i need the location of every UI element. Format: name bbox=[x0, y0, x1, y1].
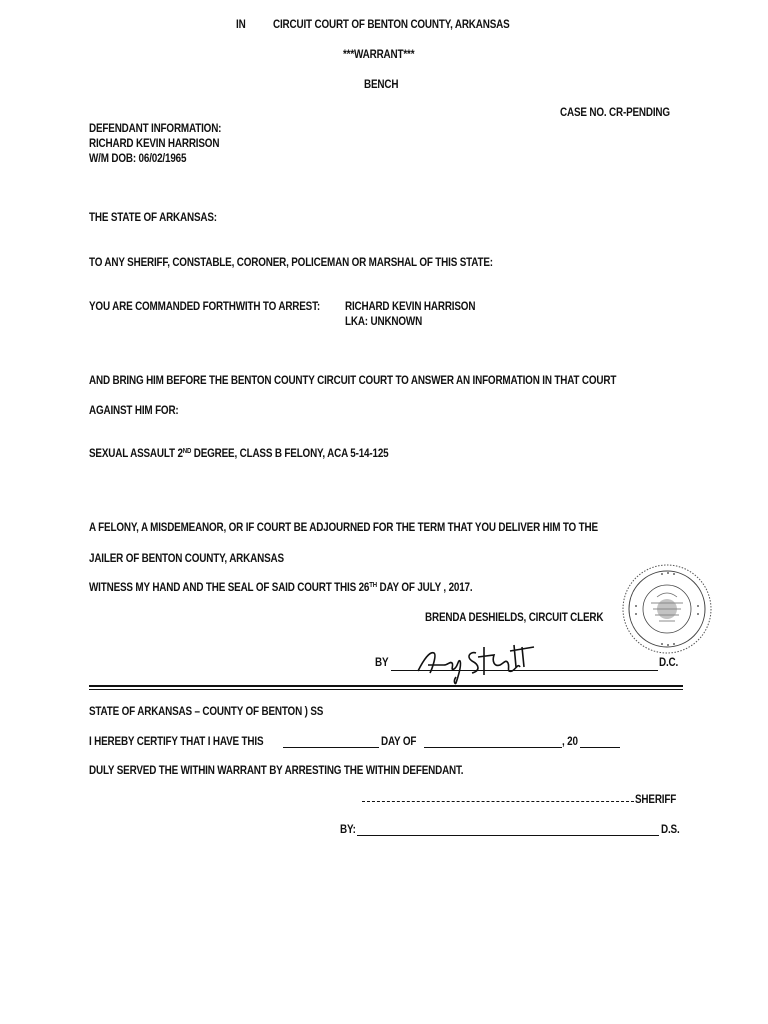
dc-label: D.C. bbox=[659, 657, 679, 669]
witness-pre: WITNESS MY HAND AND THE SEAL OF SAID COURT THIS 26 bbox=[89, 582, 370, 594]
witness-sup: TH bbox=[369, 582, 377, 589]
divider-bottom bbox=[89, 689, 683, 690]
month-blank bbox=[424, 747, 562, 748]
charge-sup: ND bbox=[182, 448, 192, 455]
deputy-by-label: BY: bbox=[340, 824, 356, 836]
warrant-type: BENCH bbox=[364, 79, 399, 91]
defendant-heading: DEFENDANT INFORMATION: bbox=[89, 123, 222, 135]
to-officers: TO ANY SHERIFF, CONSTABLE, CORONER, POLICEMAN OR MARSHAL OF THIS STATE: bbox=[89, 257, 493, 269]
warrant-title: ***WARRANT*** bbox=[343, 49, 415, 61]
state-county: STATE OF ARKANSAS – COUNTY OF BENTON ) SS bbox=[89, 706, 324, 718]
bring-text: AND BRING HIM BEFORE THE BENTON COUNTY CIRCUIT COURT TO ANSWER AN INFORMATION IN THAT COURT bbox=[89, 375, 617, 387]
state-heading: THE STATE OF ARKANSAS: bbox=[89, 212, 217, 224]
witness-post: DAY OF JULY , 2017. bbox=[376, 582, 473, 594]
by-label: BY bbox=[375, 657, 389, 669]
witness-text bbox=[89, 582, 472, 594]
certify-text: I HEREBY CERTIFY THAT I HAVE THIS bbox=[89, 736, 264, 748]
day-of-label: DAY OF bbox=[381, 736, 417, 748]
court-seal-icon bbox=[621, 563, 713, 655]
served-text: DULY SERVED THE WITHIN WARRANT BY ARRESTING THE WITHIN DEFENDANT. bbox=[89, 765, 464, 777]
charge-post: DEGREE, CLASS B FELONY, ACA 5-14-125 bbox=[191, 448, 389, 460]
sheriff-label: SHERIFF bbox=[635, 794, 677, 806]
defendant-name: RICHARD KEVIN HARRISON bbox=[89, 138, 220, 150]
court-title: CIRCUIT COURT OF BENTON COUNTY, ARKANSAS bbox=[273, 19, 510, 31]
year-blank bbox=[580, 747, 620, 748]
divider-top bbox=[89, 685, 683, 687]
charge-text bbox=[89, 448, 388, 460]
against-text: AGAINST HIM FOR: bbox=[89, 405, 179, 417]
case-number: CASE NO. CR-PENDING bbox=[560, 107, 670, 119]
header-in: IN bbox=[236, 19, 246, 31]
defendant-dob: W/M DOB: 06/02/1965 bbox=[89, 153, 187, 165]
felony-text: A FELONY, A MISDEMEANOR, OR IF COURT BE ADJOURNED FOR THE TERM THAT YOU DELIVER HIM TO THE bbox=[89, 522, 598, 534]
ds-label: D.S. bbox=[661, 824, 680, 836]
arrest-name: RICHARD KEVIN HARRISON bbox=[345, 301, 476, 313]
certify-day-blank bbox=[283, 747, 379, 748]
jailer-text: JAILER OF BENTON COUNTY, ARKANSAS bbox=[89, 553, 284, 565]
commanded-text: YOU ARE COMMANDED FORTHWITH TO ARREST: bbox=[89, 301, 321, 313]
clerk-name: BRENDA DESHIELDS, CIRCUIT CLERK bbox=[425, 612, 604, 624]
deputy-signature-line bbox=[357, 835, 659, 836]
charge-pre: SEXUAL ASSAULT 2 bbox=[89, 448, 183, 460]
clerk-signature bbox=[410, 637, 550, 687]
year-label: , 20 bbox=[562, 736, 578, 748]
last-known-address: LKA: UNKNOWN bbox=[345, 316, 423, 328]
sheriff-line bbox=[362, 801, 634, 802]
